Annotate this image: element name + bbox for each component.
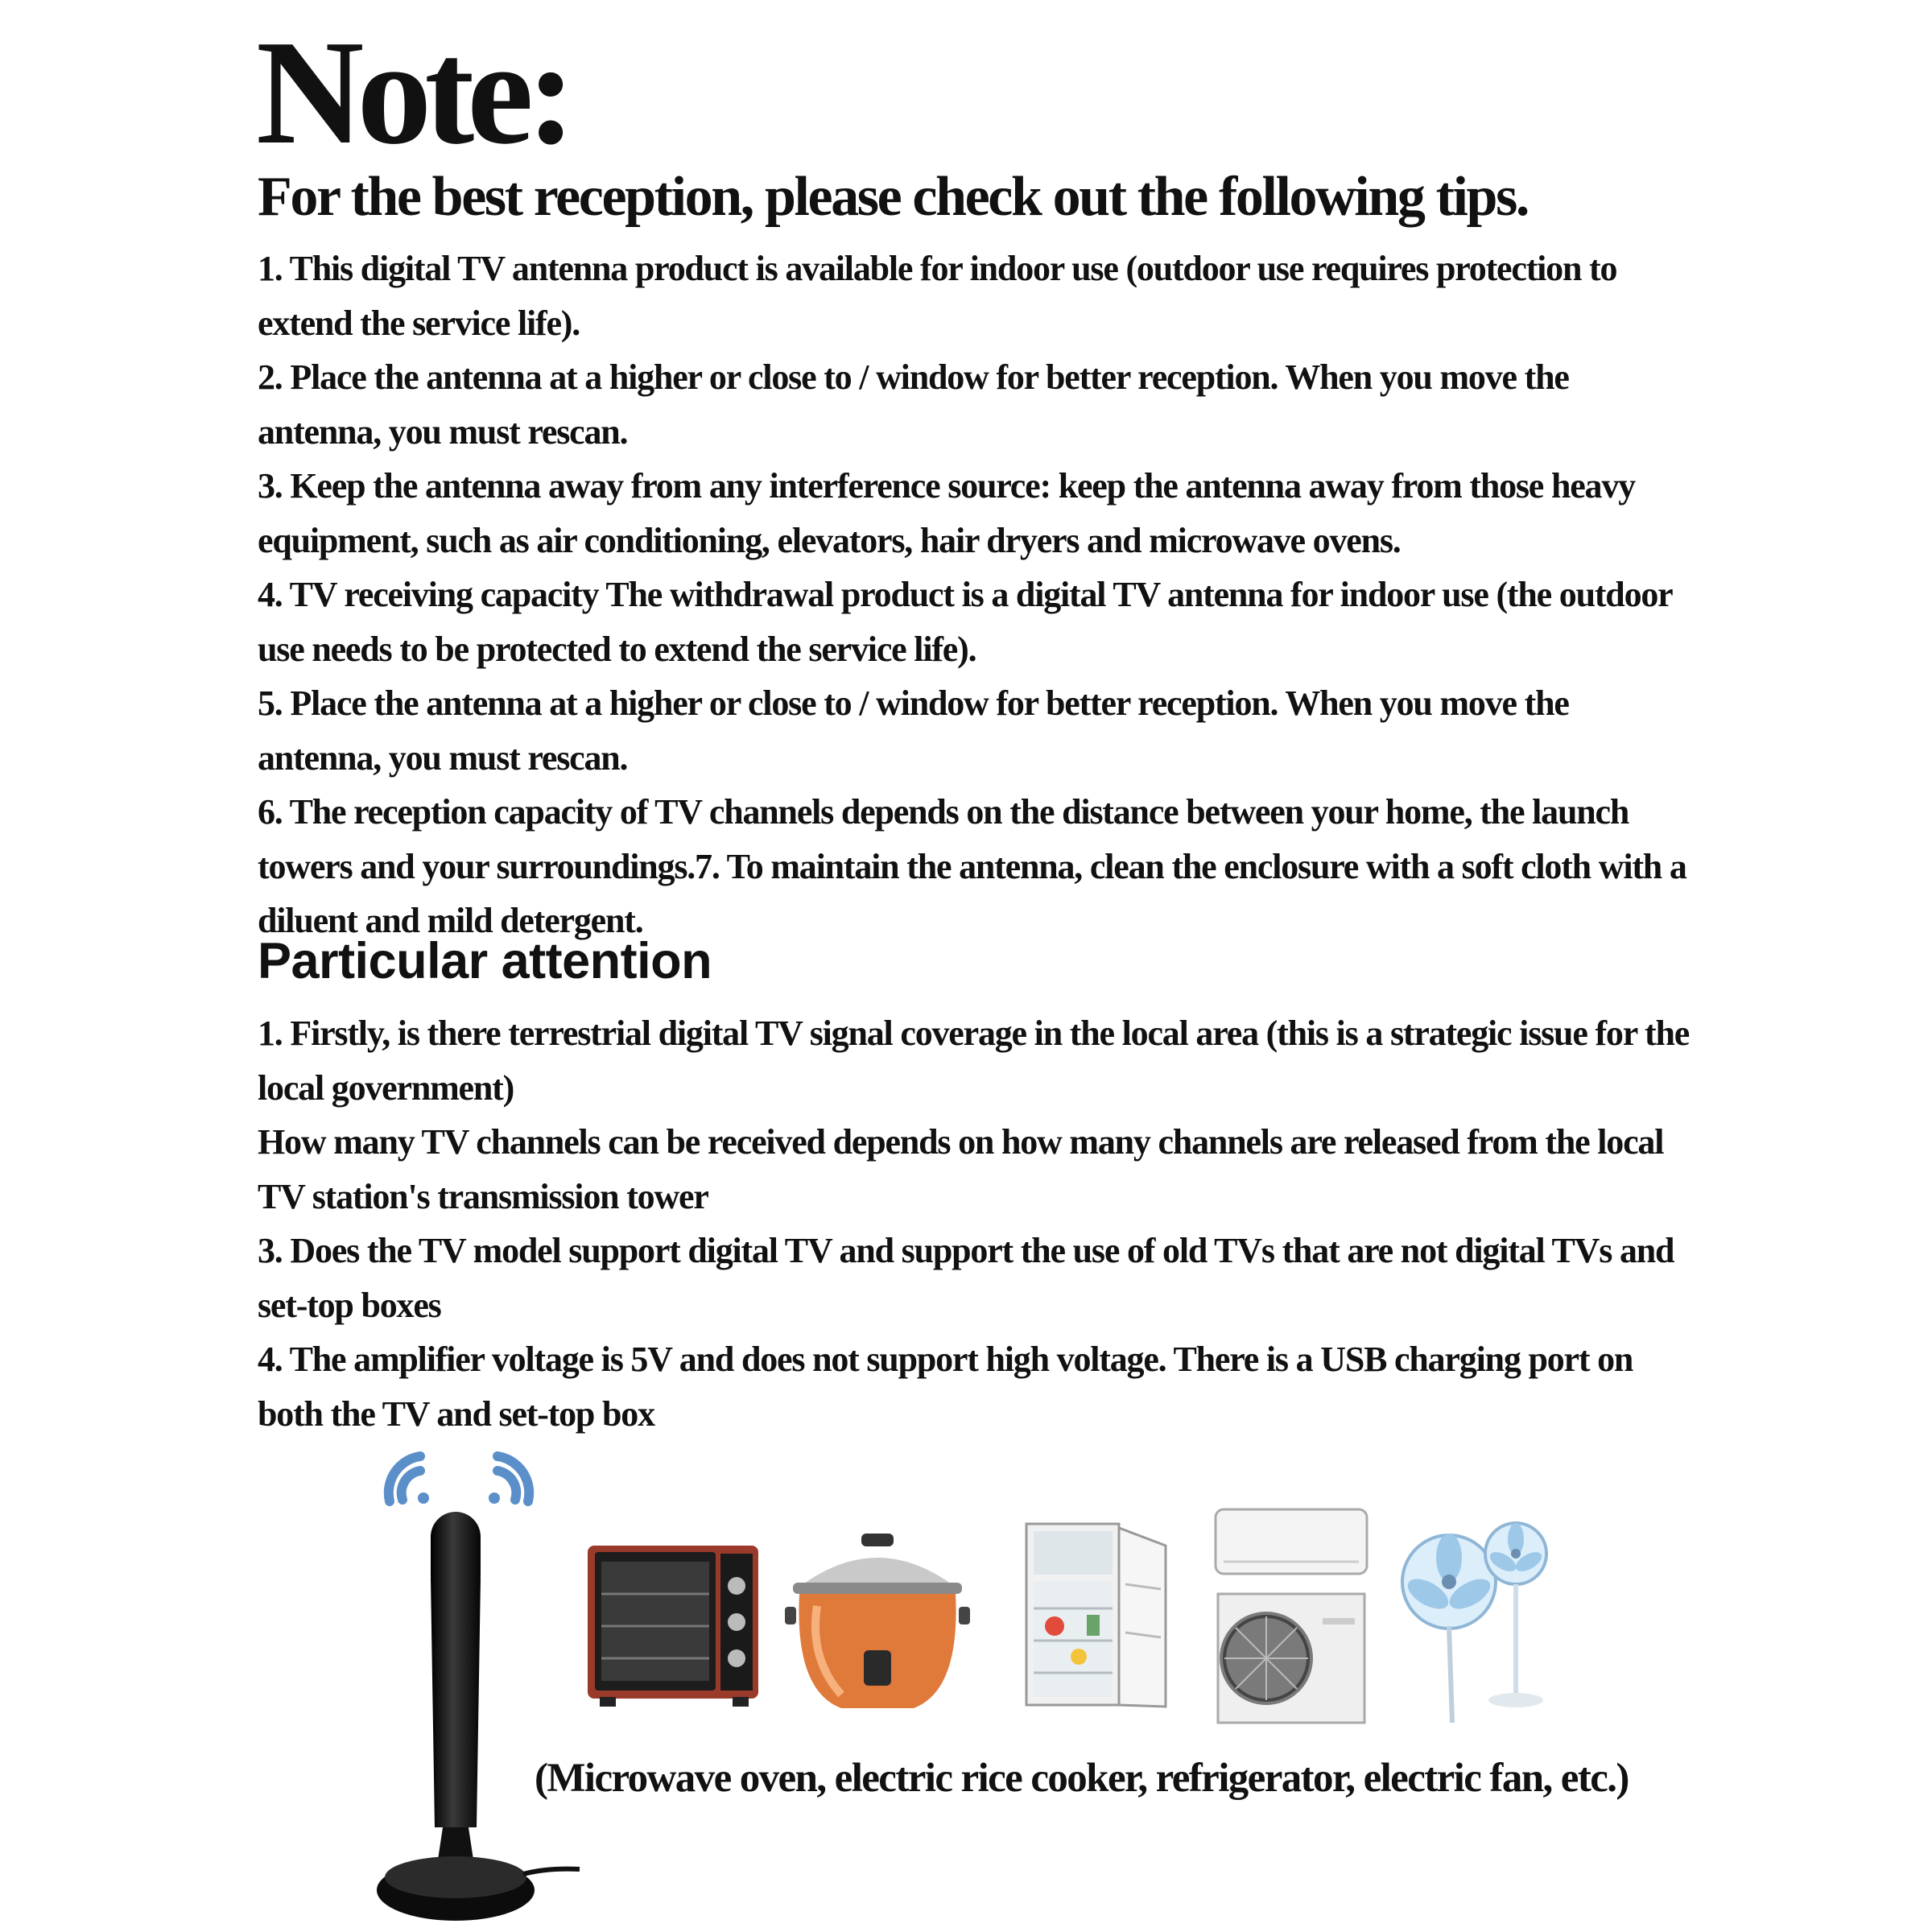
attention-title: Particular attention [258,933,712,989]
electric-fan-icon [1399,1505,1552,1727]
tip-item: 4. TV receiving capacity The withdrawal product is a digital TV antenna for indoor use (the outdoor use needs to be protected to extend the service life). [258,575,1672,669]
oven-icon [584,1530,765,1711]
attention-list [258,1006,1699,1441]
attention-item: 3. Does the TV model support digital TV and support the use of old TVs that are not digital TVs and set-top boxes [258,1231,1674,1325]
note-title: Note: [256,10,569,175]
rice-cooker-icon [785,1530,970,1719]
attention-item: 4. The amplifier voltage is 5V and does not support high voltage. There is a USB charging port on both the TV and set-top box [258,1340,1633,1434]
air-conditioner-icon [1212,1505,1373,1727]
tip-item: 3. Keep the antenna away from any interference source: keep the antenna away from those heavy equipment, such as air conditioning, elevators, hair dryers and microwave ovens. [258,466,1635,560]
tip-item: 6. The reception capacity of TV channels depends on the distance between your home, the launch towers and your surroundings.7. To maintain the antenna, clean the enclosure with a soft cloth with a diluent and mild detergent. [258,792,1686,940]
tip-item: 2. Place the antenna at a higher or close to / window for better reception. When you move the antenna, you must rescan. [258,357,1569,452]
refrigerator-icon [1022,1520,1175,1713]
attention-item: 1. Firstly, is there terrestrial digital TV signal coverage in the local area (this is a strategic issue for the local government) [258,1013,1690,1108]
tips-subtitle: For the best reception, please check out the following tips. [258,166,1529,228]
attention-item: How many TV channels can be received depends on how many channels are released from the local TV station's transmission tower [258,1122,1664,1216]
appliance-caption: (Microwave oven, electric rice cooker, refrigerator, electric fan, etc.) [535,1756,1629,1801]
tips-list [258,242,1699,948]
antenna-icon [354,1505,596,1932]
tip-item: 5. Place the antenna at a higher or close to / window for better reception. When you move the antenna, you must rescan. [258,683,1569,778]
signal-waves-icon [378,1445,539,1509]
tip-item: 1. This digital TV antenna product is available for indoor use (outdoor use requires protection to extend the service life). [258,249,1617,343]
